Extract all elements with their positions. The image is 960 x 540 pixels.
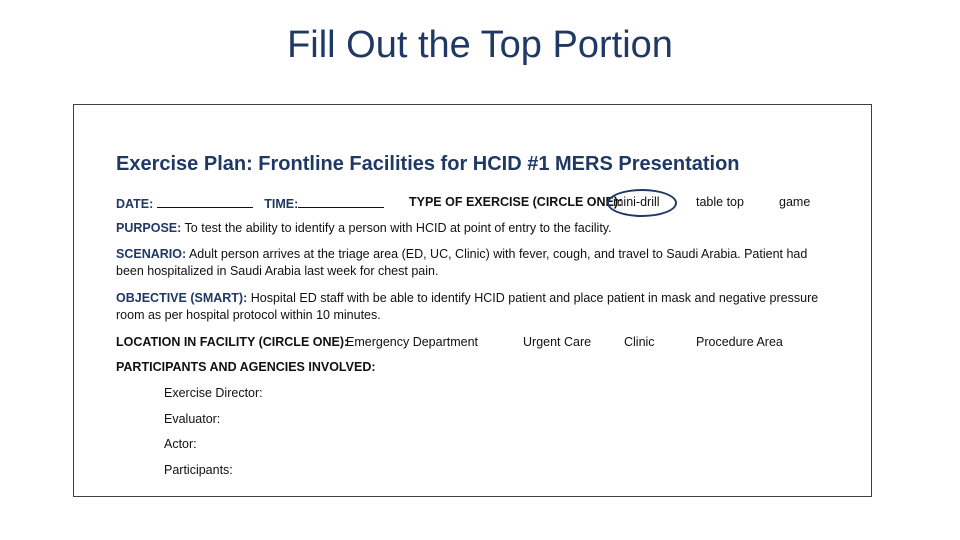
participants-label: PARTICIPANTS AND AGENCIES INVOLVED: (116, 360, 376, 374)
objective-label: OBJECTIVE (SMART): (116, 291, 248, 305)
objective-text: Hospital ED staff with be able to identify HCID patient and place patient in mask and negative pressure room as per hospital protocol within 10 minutes. (116, 291, 819, 322)
type-option-table-top[interactable]: table top (696, 195, 744, 209)
scenario-label: SCENARIO: (116, 247, 187, 261)
location-label: LOCATION IN FACILITY (CIRCLE ONE): (116, 335, 349, 349)
location-option-clinic[interactable]: Clinic (624, 335, 655, 349)
role-actor: Actor: (164, 437, 197, 451)
document-title: Exercise Plan: Frontline Facilities for HCID #1 MERS Presentation (116, 153, 740, 175)
location-option-urgent-care[interactable]: Urgent Care (523, 335, 592, 349)
slide-title: Fill Out the Top Portion (287, 24, 673, 66)
exercise-type-label: TYPE OF EXERCISE (CIRCLE ONE): (409, 195, 623, 209)
role-participants: Participants: (164, 463, 233, 477)
location-option-emergency-department[interactable]: Emergency Department (346, 335, 479, 349)
location-option-procedure-area[interactable]: Procedure Area (696, 335, 783, 349)
scenario-text: Adult person arrives at the triage area (ED, UC, Clinic) with fever, cough, and travel to Saudi Arabia. Patient had been hospitalized in Saudi Arabia last week for chest pain. (116, 247, 808, 278)
selection-circle (607, 189, 677, 217)
date-label: DATE: (116, 197, 154, 211)
scenario-row (116, 246, 836, 280)
date-time-row (116, 195, 384, 211)
objective-row (116, 290, 836, 324)
date-field[interactable] (157, 195, 253, 208)
purpose-label: PURPOSE: (116, 221, 182, 235)
time-field[interactable] (298, 195, 384, 208)
purpose-row (116, 220, 836, 237)
exercise-plan-document (73, 104, 872, 497)
type-option-mini-drill[interactable]: mini-drill (613, 195, 660, 209)
type-option-game[interactable]: game (779, 195, 811, 209)
purpose-text: To test the ability to identify a person with HCID at point of entry to the facility. (184, 221, 612, 235)
role-exercise-director: Exercise Director: (164, 386, 263, 400)
time-label: TIME: (264, 197, 299, 211)
role-evaluator: Evaluator: (164, 412, 221, 426)
